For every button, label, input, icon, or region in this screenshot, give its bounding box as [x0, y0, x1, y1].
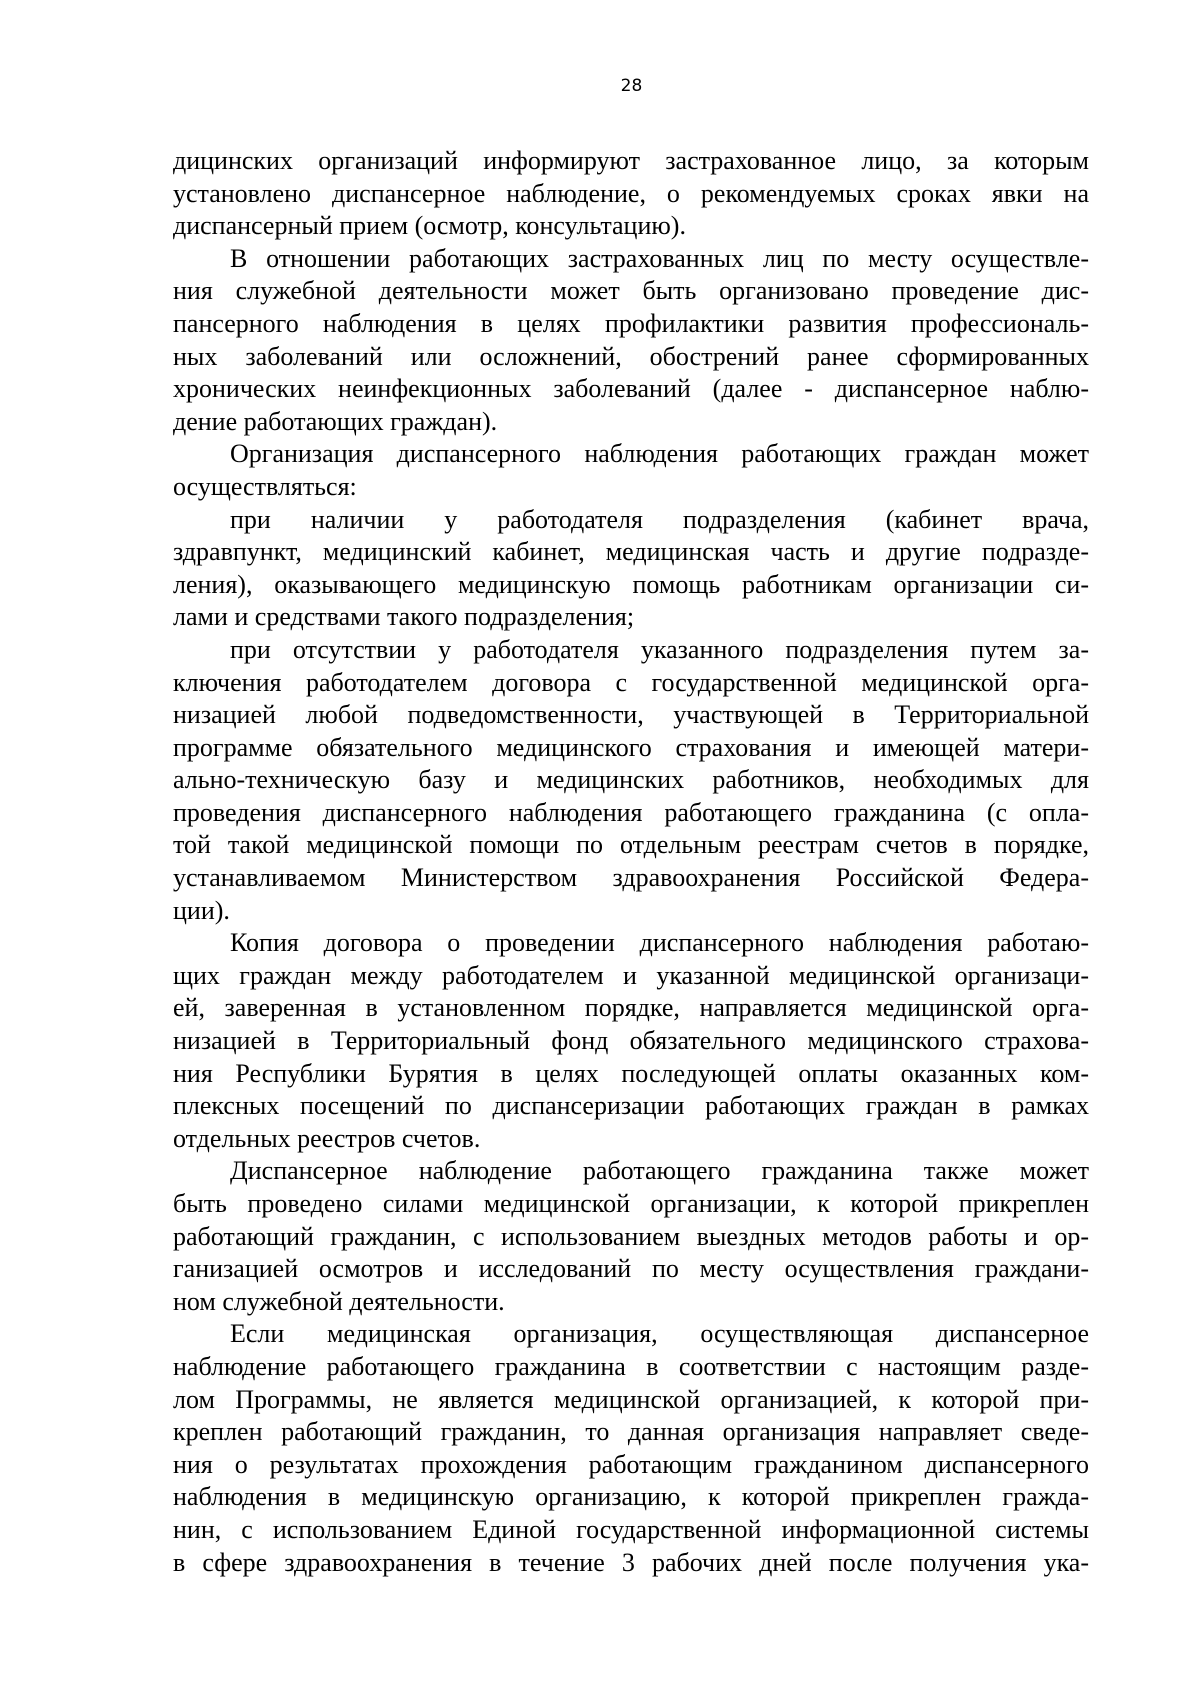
text-line: программе обязательного медицинского страхования и имеющей матери-: [173, 732, 1089, 762]
paragraph: [173, 504, 1089, 634]
text-line: наблюдение работающего гражданина в соответствии с настоящим разде-: [173, 1351, 1089, 1381]
paragraph: [173, 634, 1089, 927]
text-line: при отсутствии у работодателя указанного подразделения путем за-: [230, 634, 1089, 664]
text-line: В отношении работающих застрахованных лиц по месту осуществле-: [230, 243, 1089, 273]
text-line: ганизацией осмотров и исследований по месту осуществления граждани-: [173, 1254, 1089, 1284]
text-line: низацией любой подведомственности, участвующей в Территориальной: [173, 700, 1089, 730]
text-line: низацией в Территориальный фонд обязательного медицинского страхова-: [173, 1026, 1089, 1056]
text-line: ном служебной деятельности.: [173, 1286, 505, 1316]
text-line: щих граждан между работодателем и указанной медицинской организаци-: [173, 960, 1089, 990]
text-line: проведения диспансерного наблюдения работающего гражданина (с опла-: [173, 797, 1089, 827]
page-number: 28: [620, 76, 643, 96]
text-line: быть проведено силами медицинской организации, к которой прикреплен: [173, 1189, 1089, 1218]
paragraph: [173, 1318, 1089, 1579]
text-line: хронических неинфекционных заболеваний (далее - диспансерное наблю-: [173, 374, 1089, 404]
text-line: плексных посещений по диспансеризации работающих граждан в рамках: [173, 1091, 1089, 1121]
text-line: при наличии у работодателя подразделения (кабинет врача,: [230, 504, 1089, 534]
text-line: отдельных реестров счетов.: [173, 1123, 481, 1153]
text-line: диспансерный прием (осмотр, консультацию).: [173, 211, 686, 241]
text-line: ально-техническую базу и медицинских работников, необходимых для: [173, 765, 1089, 795]
paragraph: [173, 927, 1089, 1155]
text-line: ния служебной деятельности может быть организовано проведение дис-: [173, 276, 1089, 306]
text-line: наблюдения в медицинскую организацию, к которой прикреплен гражда-: [173, 1482, 1089, 1512]
text-line: лами и средствами такого подразделения;: [173, 602, 635, 632]
text-line: осуществляться:: [173, 471, 357, 501]
text-line: работающий гражданин, с использованием выездных методов работы и ор-: [173, 1221, 1089, 1251]
document-body: [173, 145, 1089, 1579]
text-line: установлено диспансерное наблюдение, о рекомендуемых сроках явки на: [173, 178, 1089, 208]
text-line: дицинских организаций информируют застрахованное лицо, за которым: [173, 146, 1089, 175]
text-line: ции).: [173, 895, 230, 925]
text-line: пансерного наблюдения в целях профилактики развития профессиональ-: [173, 308, 1089, 338]
paragraph: [173, 145, 1089, 243]
text-line: креплен работающий гражданин, то данная организация направляет сведе-: [173, 1417, 1089, 1447]
paragraph: [173, 243, 1089, 439]
text-line: лом Программы, не является медицинской организацией, к которой при-: [173, 1384, 1089, 1414]
text-line: Диспансерное наблюдение работающего гражданина также может: [230, 1156, 1089, 1186]
paragraph: [173, 1155, 1089, 1318]
text-line: той такой медицинской помощи по отдельным реестрам счетов в порядке,: [173, 830, 1089, 860]
text-line: нин, с использованием Единой государственной информационной системы: [173, 1514, 1089, 1544]
text-line: дение работающих граждан).: [173, 406, 498, 436]
text-line: ния о результатах прохождения работающим гражданином диспансерного: [173, 1449, 1089, 1479]
text-line: Если медицинская организация, осуществляющая диспансерное: [230, 1319, 1089, 1349]
text-line: ния Республики Бурятия в целях последующей оплаты оказанных ком-: [173, 1058, 1089, 1088]
text-line: здравпункт, медицинский кабинет, медицинская часть и другие подразде-: [173, 537, 1089, 567]
text-line: Организация диспансерного наблюдения работающих граждан может: [230, 439, 1089, 469]
text-line: ных заболеваний или осложнений, обострений ранее сформированных: [173, 341, 1089, 371]
text-line: в сфере здравоохранения в течение 3 рабочих дней после получения ука-: [173, 1547, 1089, 1577]
text-line: ключения работодателем договора с государственной медицинской орга-: [173, 667, 1089, 697]
text-line: устанавливаемом Министерством здравоохранения Российской Федера-: [173, 863, 1089, 893]
text-line: Копия договора о проведении диспансерного наблюдения работаю-: [230, 928, 1089, 958]
paragraph: [173, 438, 1089, 503]
text-line: ления), оказывающего медицинскую помощь работникам организации си-: [173, 569, 1089, 599]
text-line: ей, заверенная в установленном порядке, направляется медицинской орга-: [173, 993, 1089, 1023]
